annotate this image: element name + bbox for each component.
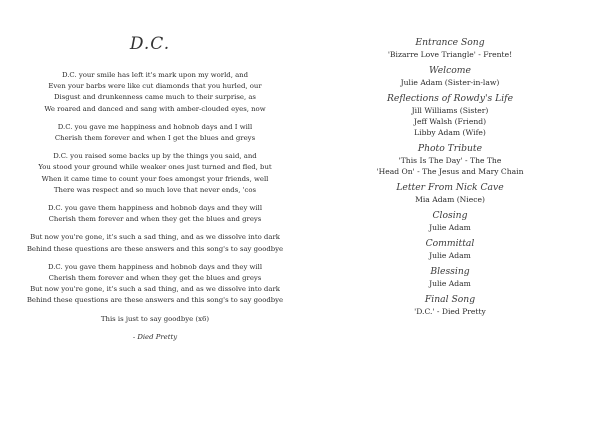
- program-section-heading: Blessing: [430, 266, 470, 277]
- program-section-item: 'This Is The Day' - The The: [398, 156, 502, 165]
- program-section: [300, 36, 600, 60]
- poem-line: Cherish them forever and when I get the blues and greys: [54, 134, 256, 143]
- program-section: [300, 92, 600, 138]
- program-section: [300, 181, 600, 205]
- program-section-heading: Final Song: [424, 294, 476, 305]
- program-section-heading: Entrance Song: [415, 37, 485, 48]
- program-section-heading: Reflections of Rowdy's Life: [386, 93, 514, 104]
- program-section-heading: Closing: [432, 210, 468, 221]
- poem-line: Behind these questions are these answers and this song's to say goodbye: [26, 244, 284, 253]
- poem-line: D.C. you gave me happiness and hobnob days and I will: [57, 122, 253, 131]
- program-section-item: Mia Adam (Niece): [415, 195, 485, 204]
- program-section-item: 'Bizarre Love Triangle' - Frente!: [387, 50, 513, 59]
- poem-stanza: [20, 314, 290, 325]
- poem-line: This is just to say goodbye (x6): [100, 314, 210, 323]
- program-section-item: Julie Adam: [429, 251, 471, 260]
- program-section-item: Jill Williams (Sister): [411, 106, 489, 115]
- order-of-service: [300, 36, 600, 321]
- poem-stanza: [20, 151, 290, 196]
- program-section-heading: Letter From Nick Cave: [396, 182, 504, 193]
- program-section-item: 'D.C.' - Died Pretty: [414, 307, 486, 316]
- program-page: [300, 0, 600, 425]
- poem-line: But now you're gone, it's such a sad thing, and as we dissolve into dark: [30, 233, 280, 242]
- poem-body: [20, 70, 290, 350]
- program-section: [300, 209, 600, 233]
- program-section: [300, 64, 600, 88]
- poem-stanza: [20, 122, 290, 144]
- poem-line: But now you're gone, it's such a sad thing, and as we dissolve into dark: [30, 285, 280, 294]
- program-section: [300, 293, 600, 317]
- program-section-item: Julie Adam: [429, 279, 471, 288]
- program-section-item: Jeff Walsh (Friend): [413, 117, 487, 126]
- program-section: [300, 142, 600, 177]
- program-section-heading: Committal: [425, 238, 475, 249]
- program-section: [300, 237, 600, 261]
- poem-line: Even your barbs were like cut diamonds that you hurled, our: [48, 82, 262, 91]
- poem-line: Cherish them forever and when they get the blues and greys: [48, 215, 262, 224]
- poem-line: D.C. you raised some backs up by the things you said, and: [53, 152, 257, 161]
- program-section-item: Libby Adam (Wife): [414, 128, 486, 137]
- poem-line: D.C. your smile has left it's mark upon my world, and: [61, 71, 249, 79]
- program-section-item: 'Head On' - The Jesus and Mary Chain: [376, 167, 524, 176]
- poem-stanza: [20, 232, 290, 254]
- poem-line: We roared and danced and sang with amber-clouded eyes, now: [44, 104, 266, 113]
- program-section-heading: Welcome: [429, 65, 471, 76]
- poem-line: You stood your ground while weaker ones just turned and fled, but: [38, 163, 272, 172]
- program-section: [300, 265, 600, 289]
- poem-line: When it came time to count your foes amongst your friends, well: [41, 174, 269, 183]
- poem-stanza: [20, 203, 290, 225]
- poem-line: Disgust and drunkenness came much to their surprise, as: [54, 93, 256, 102]
- poem-stanza: [20, 70, 290, 115]
- poem-stanza: [20, 262, 290, 307]
- program-section-item: Julie Adam (Sister-in-law): [400, 78, 500, 87]
- poem-line: Behind these questions are these answers and this song's to say goodbye: [26, 296, 284, 305]
- poem-title: D.C.: [129, 34, 171, 54]
- poem-line: Cherish them forever and when they get the blues and greys: [48, 274, 262, 283]
- poem-line: D.C. you gave them happiness and hobnob days and they will: [47, 262, 263, 271]
- poem-line: D.C. you gave them happiness and hobnob days and they will: [47, 204, 263, 213]
- program-section-item: Julie Adam: [429, 223, 471, 232]
- program-section-heading: Photo Tribute: [417, 143, 483, 154]
- poem-line: There was respect and so much love that never ends, 'cos: [53, 185, 257, 194]
- poem-attribution: - Died Pretty: [132, 332, 178, 341]
